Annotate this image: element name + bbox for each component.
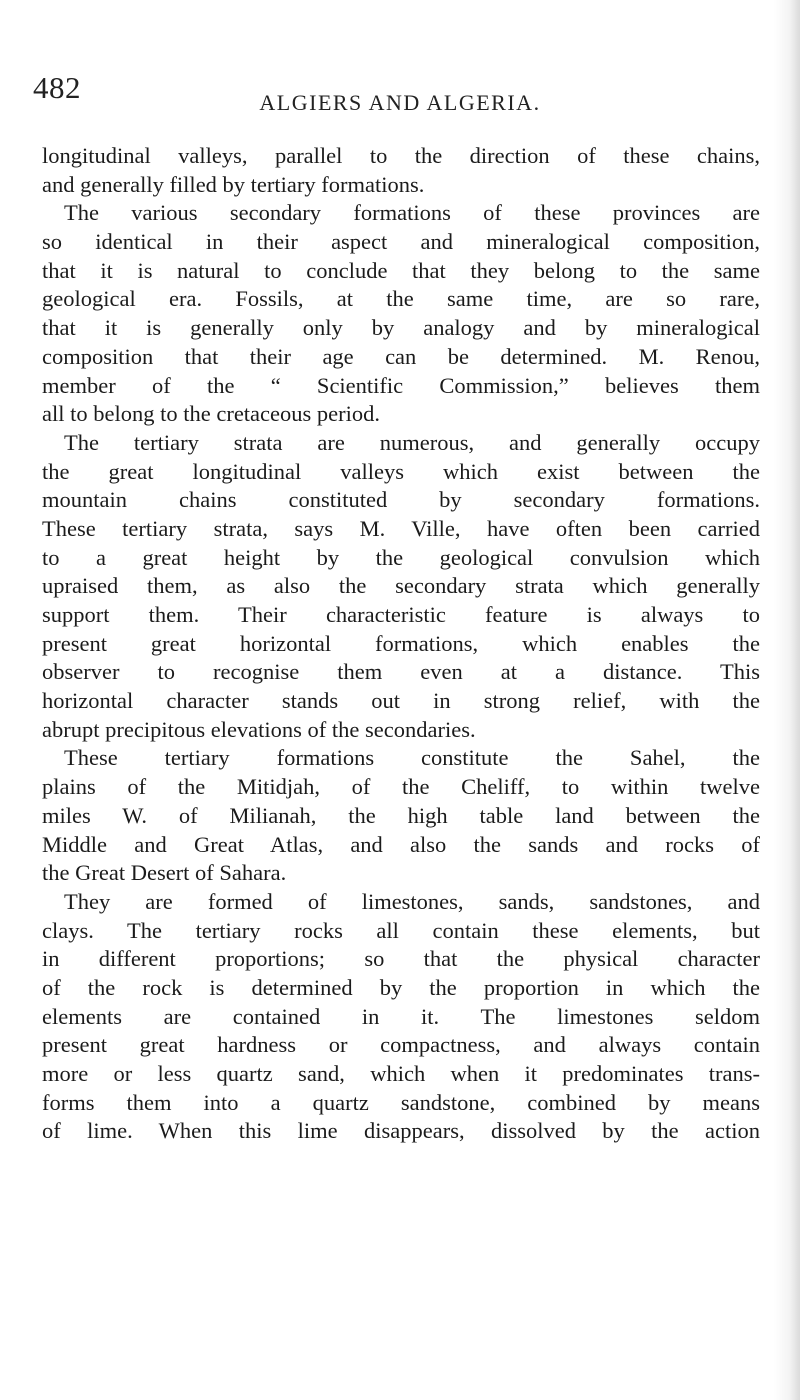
text-line: miles W. of Milianah, the high table land between the xyxy=(42,802,760,828)
text-line: the great longitudinal valleys which exist between the xyxy=(42,458,760,484)
text-line: These tertiary strata, says M. Ville, have often been carried xyxy=(42,515,760,541)
text-line: support them. Their characteristic feature is always to xyxy=(42,602,760,627)
body-text xyxy=(42,142,760,1146)
text-line: mountain chains constituted by secondary formations. xyxy=(42,487,760,513)
text-line: in different proportions; so that the physical character xyxy=(42,946,760,972)
text-line: all to belong to the cretaceous period. xyxy=(42,401,381,427)
text-line: present great horizontal formations, which enables the xyxy=(42,630,760,656)
text-line: observer to recognise them even at a distance. This xyxy=(42,659,760,685)
text-line: The various secondary formations of these provinces are xyxy=(64,200,760,226)
text-line: to a great height by the geological convulsion which xyxy=(42,544,760,570)
text-line: and generally filled by tertiary formations. xyxy=(42,171,425,197)
text-line: forms them into a quartz sandstone, combined by means xyxy=(42,1089,760,1115)
text-line: member of the “ Scientific Commission,” believes them xyxy=(42,372,760,398)
text-line: The tertiary strata are numerous, and generally occupy xyxy=(64,429,760,455)
text-line: clays. The tertiary rocks all contain these elements, but xyxy=(42,917,760,943)
text-line: of lime. When this lime disappears, dissolved by the action xyxy=(42,1118,760,1144)
text-line: present great hardness or compactness, and always contain xyxy=(42,1032,760,1058)
text-line: so identical in their aspect and mineralogical composition, xyxy=(42,229,760,255)
text-line: of the rock is determined by the proportion in which the xyxy=(42,974,760,1000)
text-line: They are formed of limestones, sands, sandstones, and xyxy=(64,888,760,914)
text-line: plains of the Mitidjah, of the Cheliff, to within twelve xyxy=(42,774,760,800)
text-line: geological era. Fossils, at the same time, are so rare, xyxy=(42,286,760,312)
text-line: upraised them, as also the secondary strata which generally xyxy=(42,573,760,599)
text-line: that it is generally only by analogy and by mineralogical xyxy=(42,315,760,341)
text-line: the Great Desert of Sahara. xyxy=(42,860,287,886)
text-line: These tertiary formations constitute the Sahel, the xyxy=(64,745,760,771)
text-line: more or less quartz sand, which when it predominates trans- xyxy=(42,1061,760,1086)
text-line: Middle and Great Atlas, and also the sands and rocks of xyxy=(42,831,760,857)
text-line: composition that their age can be determined. M. Renou, xyxy=(42,343,760,369)
page-number: 482 xyxy=(33,70,81,105)
running-head: ALGIERS AND ALGERIA. xyxy=(259,90,541,115)
text-line: elements are contained in it. The limestones seldom xyxy=(42,1003,760,1029)
text-line: horizontal character stands out in strong relief, with the xyxy=(42,688,760,714)
page-edge-shadow xyxy=(774,0,800,1400)
text-line: that it is natural to conclude that they belong to the same xyxy=(42,257,760,283)
text-line: longitudinal valleys, parallel to the direction of these chains, xyxy=(42,143,760,168)
text-line: abrupt precipitous elevations of the secondaries. xyxy=(42,716,476,742)
